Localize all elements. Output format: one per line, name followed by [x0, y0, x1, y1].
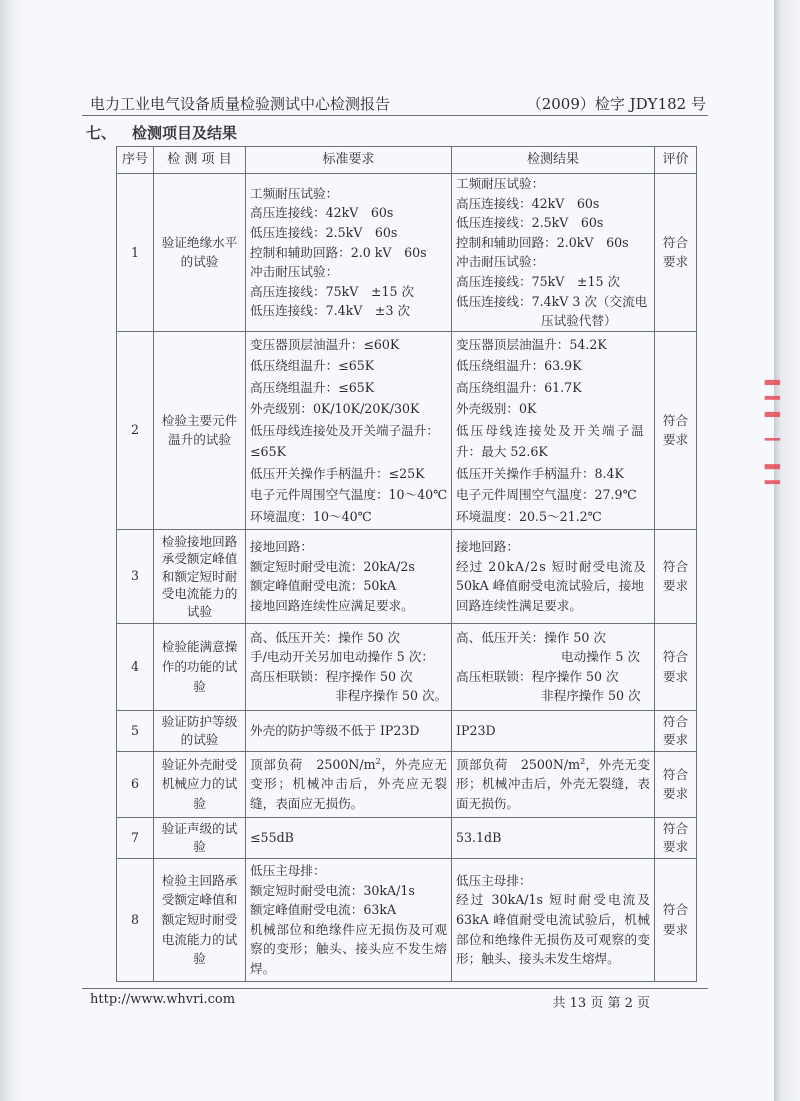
- requirement-line: 低压开关操作手柄温升：≤25K: [250, 465, 425, 481]
- header-org: 电力工业电气设备质量检验测试中心检测报告: [90, 95, 391, 113]
- requirement-line: 低压连接线：7.4kV ±3 次: [250, 303, 411, 319]
- red-seal-stamp-fragment: ▌▍▌ ▎ ▌▍: [764, 380, 779, 497]
- requirement-line: 高、低压开关：操作 50 次: [250, 629, 400, 645]
- requirement-cell: [246, 623, 452, 710]
- result-line: 低压母线连接处及开关端子温: [456, 422, 646, 438]
- result-line: 50kA 峰值耐受电流试验后，接地: [456, 578, 644, 594]
- page-header: [90, 90, 706, 114]
- row-number: 6: [117, 751, 154, 817]
- requirement-line: 接地回路连续性应满足要求。: [250, 597, 414, 613]
- requirement-line: ≤65K: [250, 444, 286, 459]
- test-item: 验证绝缘水平的试验: [154, 174, 246, 332]
- requirement-line: 外壳级别：0K/10K/20K/30K: [250, 401, 420, 416]
- evaluation-cell: 符合要求: [655, 331, 697, 529]
- section-number: 七、: [86, 124, 117, 142]
- result-line: 电动操作 5 次: [561, 649, 640, 665]
- requirement-text-post: ，外壳应无变形；机械冲击后，外壳应无裂缝，表面应无损伤。: [250, 756, 447, 812]
- result-line: 高压连接线：75kV ±15 次: [456, 273, 621, 289]
- result-line: 升：最大 52.6K: [456, 444, 548, 459]
- result-cell: [452, 710, 655, 751]
- result-line: 回路连续性满足要求。: [456, 597, 582, 613]
- requirement-cell: [246, 858, 452, 981]
- result-cell: [452, 623, 655, 710]
- requirement-line: 控制和辅助回路：2.0 kV 60s: [250, 244, 427, 260]
- result-line: 控制和辅助回路：2.0kV 60s: [456, 234, 629, 250]
- requirement-line: 机械部位和绝缘件应无损伤及可观察的变形；触头、接头应不发生熔焊。: [250, 921, 447, 976]
- requirement-line: 冲击耐压试验：: [250, 264, 339, 280]
- requirement-line: 额定峰值耐受电流：50kA: [250, 578, 397, 594]
- requirement-cell: [246, 817, 452, 858]
- result-cell: [452, 174, 655, 332]
- scan-edge-left: [0, 0, 22, 1101]
- requirement-line: 电子元件周围空气温度：10～40℃: [250, 487, 448, 502]
- col-header-no: 序号: [117, 147, 154, 174]
- requirement-cell: [246, 529, 452, 623]
- result-line: 高压绕组温升：61.7K: [456, 379, 582, 395]
- test-item: 检验接地回路承受额定峰值和额定短时耐受电流能力的试验: [154, 529, 246, 623]
- row-number: 7: [117, 817, 154, 858]
- evaluation-cell: 符合要求: [655, 623, 697, 710]
- section-heading: 检测项目及结果: [132, 124, 238, 142]
- result-line: 低压开关操作手柄温升：8.4K: [456, 465, 624, 481]
- table-header-row: [117, 147, 697, 174]
- result-text-pre: 顶部负荷 2500N/m: [456, 756, 581, 772]
- evaluation-cell: 符合要求: [655, 858, 697, 981]
- requirement-line: 高压柜联锁：程序操作 50 次: [250, 668, 413, 684]
- requirement-line: 高压绕组温升：≤65K: [250, 379, 375, 395]
- requirement-line: 低压连接线：2.5kV 60s: [250, 224, 398, 240]
- requirement-cell: [246, 710, 452, 751]
- col-header-item: 检 测 项 目: [154, 147, 246, 174]
- col-header-requirement: 标准要求: [246, 147, 452, 174]
- requirement-line: 低压主母排：: [250, 862, 326, 878]
- result-line: 非程序操作 50 次: [541, 688, 641, 704]
- footer-pagination: 共 13 页 第 2 页: [552, 996, 650, 1011]
- superscript: 2: [375, 756, 381, 766]
- requirement-line: 高压连接线：75kV ±15 次: [250, 283, 415, 299]
- page-footer: [90, 992, 650, 1011]
- col-header-evaluation: 评价: [655, 147, 697, 174]
- test-item: 验证外壳耐受机械应力的试验: [154, 751, 246, 817]
- table-row: [117, 751, 697, 817]
- result-line: 变压器顶层油温升：54.2K: [456, 336, 607, 352]
- result-text: [456, 755, 650, 814]
- requirement-line: 额定峰值耐受电流：63kA: [250, 902, 397, 918]
- evaluation-cell: 符合要求: [655, 751, 697, 817]
- requirement-line: 额定短时耐受电流：30kA/1s: [250, 882, 415, 898]
- table-row: [117, 710, 697, 751]
- header-rule: [82, 115, 708, 116]
- requirement-line: 低压绕组温升：≤65K: [250, 358, 375, 373]
- row-number: 5: [117, 710, 154, 751]
- results-table: [116, 146, 697, 982]
- table-row: [117, 858, 697, 981]
- test-item: 检验主回路承受额定峰值和额定短时耐受电流能力的试验: [154, 858, 246, 981]
- requirement-text-pre: 顶部负荷 2500N/m: [250, 756, 376, 772]
- section-title: [86, 122, 237, 143]
- table-row: [117, 817, 697, 858]
- col-header-result: 检测结果: [452, 147, 655, 174]
- result-cell: [452, 529, 655, 623]
- result-cell: [452, 751, 655, 817]
- result-line: 工频耐压试验：: [456, 176, 545, 191]
- requirement-line: 额定短时耐受电流：20kA/2s: [250, 558, 415, 574]
- evaluation-cell: 符合要求: [655, 529, 697, 623]
- footer-url: http://www.whvri.com: [90, 992, 236, 1007]
- evaluation-cell: 符合要求: [655, 174, 697, 332]
- requirement-line: 低压母线连接处及开关端子温升：: [250, 422, 439, 438]
- test-item: 验证声级的试验: [154, 817, 246, 858]
- result-line: IP23D: [456, 722, 496, 738]
- requirement-line: 手/电动开关另加电动操作 5 次：: [250, 649, 434, 665]
- requirement-line: 变压器顶层油温升：≤60K: [250, 336, 400, 352]
- result-line: 低压绕组温升：63.9K: [456, 358, 582, 373]
- test-item: 验证防护等级的试验: [154, 710, 246, 751]
- result-line: 高压柜联锁：程序操作 50 次: [456, 668, 619, 684]
- row-number: 4: [117, 623, 154, 710]
- result-line: 经过 30kA/1s 短时耐受电流及 63kA 峰值耐受电流试验后，机械部位和绝缘件无损伤及可观察的变形；触头、接头未发生熔焊。: [456, 892, 650, 967]
- table-row: [117, 529, 697, 623]
- result-line: 接地回路：: [456, 539, 519, 555]
- superscript: 2: [580, 756, 586, 766]
- row-number: 1: [117, 174, 154, 332]
- requirement-text: [250, 755, 447, 814]
- result-line: 53.1dB: [456, 829, 502, 845]
- evaluation-cell: 符合要求: [655, 817, 697, 858]
- result-cell: [452, 858, 655, 981]
- requirement-line: 外壳的防护等级不低于 IP23D: [250, 722, 420, 738]
- result-line: 环境温度：20.5～21.2℃: [456, 508, 602, 524]
- result-line: 高压连接线：42kV 60s: [456, 195, 600, 211]
- row-number: 2: [117, 331, 154, 529]
- requirement-line: 工频耐压试验：: [250, 185, 339, 201]
- header-report-number: （2009）检字 JDY182 号: [526, 95, 706, 113]
- requirement-cell: [246, 174, 452, 332]
- result-line: 低压主母排：: [456, 872, 532, 888]
- result-line: 低压连接线：2.5kV 60s: [456, 215, 604, 231]
- result-line: 低压连接线：7.4kV 3 次（交流电: [456, 293, 648, 309]
- requirement-line: 接地回路：: [250, 539, 313, 555]
- test-item: 检验能满意操作的功能的试验: [154, 623, 246, 710]
- result-line: 外壳级别：0K: [456, 401, 537, 416]
- test-item: 检验主要元件温升的试验: [154, 331, 246, 529]
- requirement-line: 环境温度：10～40℃: [250, 508, 372, 524]
- table-row: [117, 623, 697, 710]
- result-cell: [452, 331, 655, 529]
- result-line: 压试验代替）: [541, 313, 617, 329]
- table-row: [117, 331, 697, 529]
- requirement-line: 非程序操作 50 次。: [335, 688, 448, 704]
- table-row: [117, 174, 697, 332]
- result-line: 高、低压开关：操作 50 次: [456, 629, 606, 645]
- row-number: 3: [117, 529, 154, 623]
- requirement-line: ≤55dB: [250, 829, 294, 845]
- footer-rule: [82, 988, 708, 989]
- row-number: 8: [117, 858, 154, 981]
- requirement-cell: [246, 331, 452, 529]
- evaluation-cell: 符合要求: [655, 710, 697, 751]
- requirement-line: 高压连接线：42kV 60s: [250, 205, 394, 221]
- result-line: 经过 20kA/2s 短时耐受电流及: [456, 558, 647, 574]
- requirement-cell: [246, 751, 452, 817]
- result-text-post: ，外壳无变形；机械冲击后，外壳无裂缝，表面无损伤。: [456, 756, 650, 812]
- result-cell: [452, 817, 655, 858]
- result-line: 冲击耐压试验：: [456, 254, 545, 270]
- result-line: 电子元件周围空气温度：27.9℃: [456, 487, 637, 502]
